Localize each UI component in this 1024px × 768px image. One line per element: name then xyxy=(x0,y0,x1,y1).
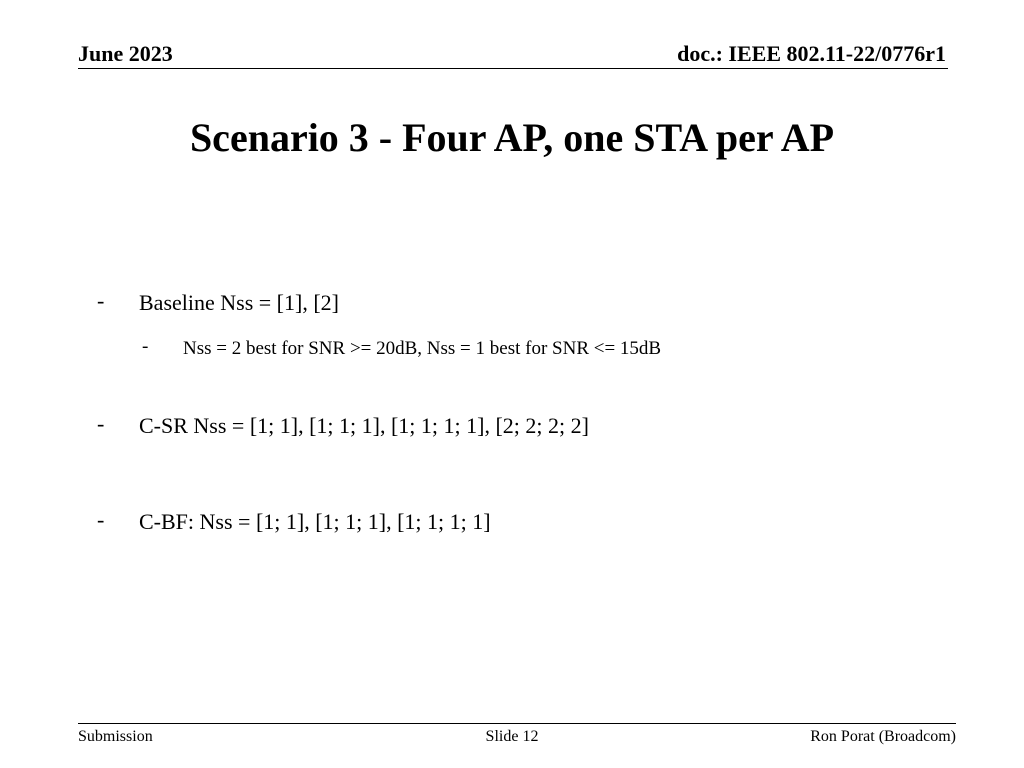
bullet-text: Nss = 2 best for SNR >= 20dB, Nss = 1 best for SNR <= 15dB xyxy=(183,338,662,359)
footer-slide-number: Slide 12 xyxy=(485,728,539,745)
bullet-dash: - xyxy=(97,288,105,313)
header-doc-number: doc.: IEEE 802.11-22/0776r1 xyxy=(677,41,946,66)
bullet-dash: - xyxy=(97,411,105,436)
bullet-dash: - xyxy=(97,507,105,532)
footer-submission: Submission xyxy=(78,728,153,745)
slide-title: Scenario 3 - Four AP, one STA per AP xyxy=(189,115,835,160)
header-divider xyxy=(78,68,948,69)
bullet-text: C-SR Nss = [1; 1], [1; 1; 1], [1; 1; 1; 1], [2; 2; 2; 2] xyxy=(139,413,589,438)
bullet-text: C-BF: Nss = [1; 1], [1; 1; 1], [1; 1; 1; 1] xyxy=(139,509,491,534)
header-date: June 2023 xyxy=(78,41,173,66)
bullet-text: Baseline Nss = [1], [2] xyxy=(139,290,339,315)
footer-divider xyxy=(78,723,956,724)
footer-author: Ron Porat (Broadcom) xyxy=(810,728,956,745)
bullet-dash: - xyxy=(142,336,149,357)
